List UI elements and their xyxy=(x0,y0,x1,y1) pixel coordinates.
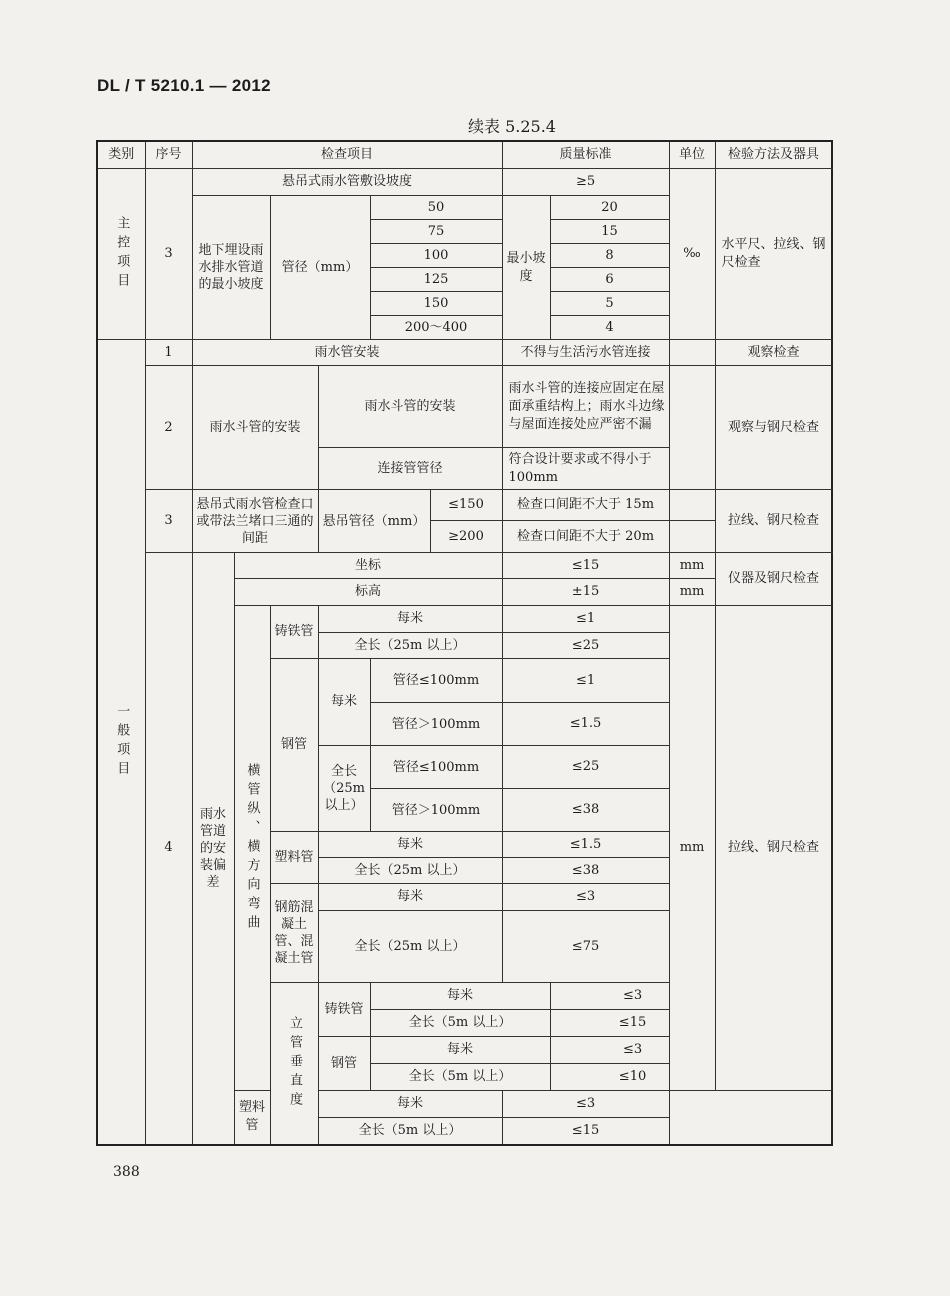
method-cell: 观察与钢尺检查 xyxy=(715,366,832,490)
value-cell: 125 xyxy=(370,268,502,292)
std-cell: ≤3 xyxy=(550,1037,715,1064)
std-cell: 不得与生活污水管连接 xyxy=(502,340,669,366)
item-cell: 塑料管 xyxy=(270,832,318,884)
method-cell: 拉线、钢尺检查 xyxy=(715,606,832,1091)
value-cell: 4 xyxy=(550,316,669,340)
item-cell: 塑料管 xyxy=(234,1091,270,1145)
item-cell: 全长（25m 以上） xyxy=(318,858,502,884)
std-cell: ≤10 xyxy=(550,1064,715,1091)
method-cell: 水平尺、拉线、钢尺检查 xyxy=(715,169,832,340)
std-cell: ≤1.5 xyxy=(502,832,669,858)
value-cell: ≥200 xyxy=(430,521,502,553)
item-cell: 钢管 xyxy=(318,1037,370,1091)
item-cell: 铸铁管 xyxy=(270,606,318,659)
std-cell: 检查口间距不大于 20m xyxy=(502,521,669,553)
unit-cell xyxy=(669,521,715,553)
unit-cell xyxy=(669,366,715,490)
row-no: 2 xyxy=(145,366,192,490)
col-header-no: 序号 xyxy=(145,141,192,169)
col-header-method: 检验方法及器具 xyxy=(715,141,832,169)
item-cell: 钢管 xyxy=(270,659,318,832)
value-cell: 20 xyxy=(550,196,669,220)
col-header-standard: 质量标准 xyxy=(502,141,669,169)
item-cell: 雨水斗管的安装 xyxy=(318,366,502,448)
page-number: 388 xyxy=(113,1164,140,1180)
value-cell: ≤150 xyxy=(430,490,502,521)
unit-cell: mm xyxy=(669,553,715,579)
inspection-table xyxy=(96,140,833,1146)
row-no: 3 xyxy=(145,169,192,340)
item-cell: 悬吊式雨水管敷设坡度 xyxy=(192,169,502,196)
std-cell: ≤38 xyxy=(502,858,669,884)
category-main: 主控项目 xyxy=(97,169,145,340)
document-id: DL / T 5210.1 — 2012 xyxy=(97,76,271,95)
std-cell: ≤15 xyxy=(550,1010,715,1037)
item-cell: 地下埋设雨水排水管道的最小坡度 xyxy=(192,196,270,340)
item-cell: 管径＞100mm xyxy=(370,703,502,746)
std-cell: ±15 xyxy=(502,579,669,606)
item-cell: 全长（25m 以上） xyxy=(318,633,502,659)
std-cell: ≤25 xyxy=(502,633,669,659)
std-cell: ≤1 xyxy=(502,659,669,703)
col-header-category: 类别 xyxy=(97,141,145,169)
value-cell: 15 xyxy=(550,220,669,244)
category-general: 一般项目 xyxy=(97,340,145,1145)
item-cell: 管径≤100mm xyxy=(370,746,502,789)
item-cell: 每米 xyxy=(318,606,502,633)
item-cell: 每米 xyxy=(318,832,502,858)
std-cell: ≥5 xyxy=(502,169,669,196)
item-cell: 每米 xyxy=(318,1091,502,1118)
row-no: 3 xyxy=(145,490,192,553)
item-cell: 全长（5m 以上） xyxy=(370,1064,550,1091)
std-cell: ≤1 xyxy=(502,606,669,633)
table-row xyxy=(97,169,832,196)
std-cell: ≤3 xyxy=(550,983,715,1010)
table-row xyxy=(97,340,832,366)
table-row xyxy=(97,553,832,579)
item-cell: 每米 xyxy=(318,884,502,911)
item-cell: 最小坡度 xyxy=(502,196,550,340)
value-cell: 5 xyxy=(550,292,669,316)
std-cell: ≤1.5 xyxy=(502,703,669,746)
item-cell: 全长（25m以上） xyxy=(318,746,370,832)
col-header-item: 检查项目 xyxy=(192,141,502,169)
item-cell: 雨水管安装 xyxy=(192,340,502,366)
item-cell: 横管纵、横方向弯曲 xyxy=(234,606,270,1091)
std-cell: 符合设计要求或不得小于 100mm xyxy=(502,448,669,490)
std-cell: ≤15 xyxy=(502,1118,669,1145)
std-cell: ≤25 xyxy=(502,746,669,789)
value-cell: 150 xyxy=(370,292,502,316)
item-cell: 全长（5m 以上） xyxy=(370,1010,550,1037)
value-cell: 8 xyxy=(550,244,669,268)
unit-cell: mm xyxy=(669,579,715,606)
method-cell: 仪器及钢尺检查 xyxy=(715,553,832,606)
item-cell: 悬吊管径（mm） xyxy=(318,490,430,553)
item-cell: 立管垂直度 xyxy=(270,983,318,1145)
item-cell: 铸铁管 xyxy=(318,983,370,1037)
method-cell: 拉线、钢尺检查 xyxy=(715,490,832,553)
item-cell: 悬吊式雨水管检查口或带法兰堵口三通的间距 xyxy=(192,490,318,553)
item-cell: 每米 xyxy=(370,983,550,1010)
method-cell: 观察检查 xyxy=(715,340,832,366)
col-header-unit: 单位 xyxy=(669,141,715,169)
std-cell: ≤38 xyxy=(502,789,669,832)
table-caption: 续表 5.25.4 xyxy=(468,117,556,136)
unit-cell: ‰ xyxy=(669,169,715,340)
value-cell: 6 xyxy=(550,268,669,292)
item-cell: 雨水管道的安装偏差 xyxy=(192,553,234,1145)
std-cell: ≤75 xyxy=(502,911,669,983)
table-row xyxy=(97,366,832,448)
item-cell: 管径≤100mm xyxy=(370,659,502,703)
value-cell: 50 xyxy=(370,196,502,220)
value-cell: 200～400 xyxy=(370,316,502,340)
std-cell: ≤15 xyxy=(502,553,669,579)
unit-cell xyxy=(669,340,715,366)
item-cell: 坐标 xyxy=(234,553,502,579)
item-cell: 雨水斗管的安装 xyxy=(192,366,318,490)
item-cell: 每米 xyxy=(318,659,370,746)
item-cell: 管径＞100mm xyxy=(370,789,502,832)
row-no: 1 xyxy=(145,340,192,366)
unit-cell xyxy=(669,490,715,521)
table-row xyxy=(97,490,832,521)
std-cell: ≤3 xyxy=(502,884,669,911)
row-no: 4 xyxy=(145,553,192,1145)
item-cell: 标高 xyxy=(234,579,502,606)
std-cell: ≤3 xyxy=(502,1091,669,1118)
unit-cell: mm xyxy=(669,606,715,1091)
value-cell: 100 xyxy=(370,244,502,268)
item-cell: 每米 xyxy=(370,1037,550,1064)
item-cell: 管径（mm） xyxy=(270,196,370,340)
std-cell: 检查口间距不大于 15m xyxy=(502,490,669,521)
item-cell: 全长（25m 以上） xyxy=(318,911,502,983)
item-cell: 连接管管径 xyxy=(318,448,502,490)
table-header-row xyxy=(97,141,832,169)
item-cell: 钢筋混凝土管、混凝土管 xyxy=(270,884,318,983)
std-cell: 雨水斗管的连接应固定在屋面承重结构上；雨水斗边缘与屋面连接处应严密不漏 xyxy=(502,366,669,448)
item-cell: 全长（5m 以上） xyxy=(318,1118,502,1145)
value-cell: 75 xyxy=(370,220,502,244)
